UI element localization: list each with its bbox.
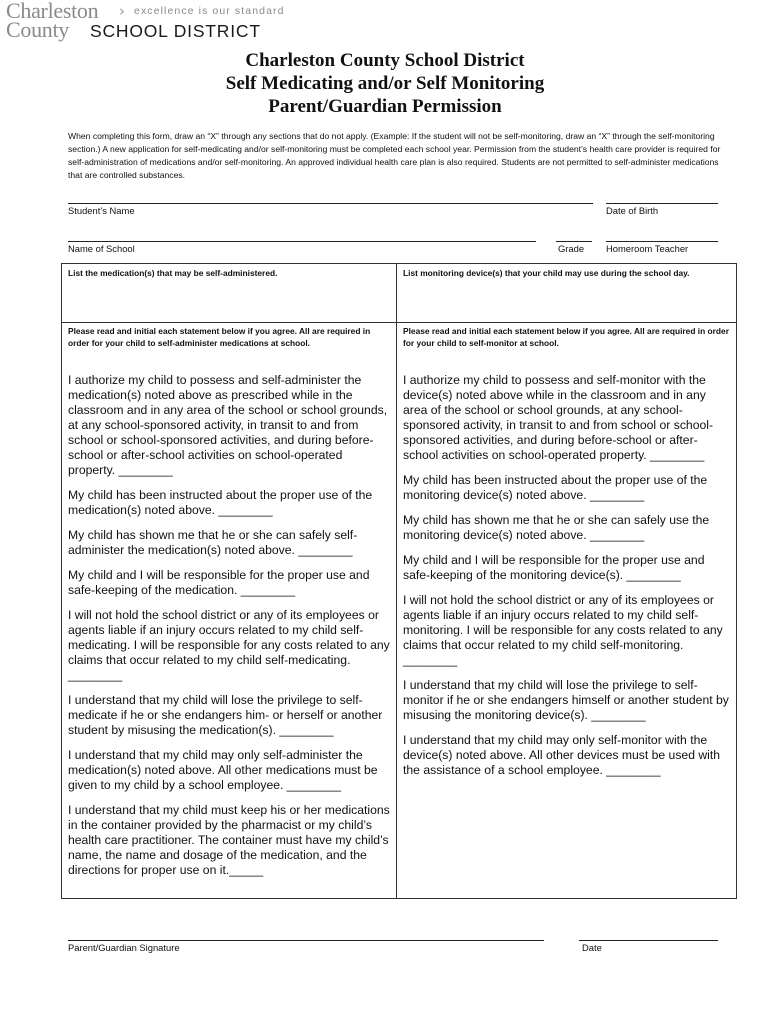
medication-statement-liability: I will not hold the school district or any of its employees or agents liable if an injury occurs related to my child self-medicating. I will be responsible for any costs related to any claims that occur related to my child self-medicating. — [68, 608, 390, 667]
instructions-paragraph: When completing this form, draw an “X” through any sections that do not apply. (Example: If the student will not be self-monitoring, draw an “X” through the self-monitoring section.) A new application for self-medicating and/or self-monitoring must be completed each school year. Permission from the student’s health care provider is required for self-administration of medications and/or self-monitoring. An approved individual health care plan is also required. Students are not permitted to self-administer medications that are controlled substances. — [68, 131, 721, 180]
school-name-line[interactable] — [68, 241, 536, 242]
monitoring-agree-header: Please read and initial each statement below if you agree. All are required in order for your child to self-monitor at school. — [403, 326, 729, 348]
self-medicating-statements — [68, 373, 392, 888]
monitoring-statement-shown[interactable]: My child has shown me that he or she can safely use the monitoring device(s) noted above. ________ — [403, 513, 710, 542]
signature-date-line[interactable] — [579, 940, 718, 941]
self-monitoring-statements — [403, 373, 729, 788]
medication-list-header: List the medication(s) that may be self-administered. — [68, 268, 278, 278]
medication-statement-privilege[interactable]: I understand that my child will lose the privilege to self-medicate if he or she endangers him- or herself or another student by misusing the medication(s). ________ — [68, 693, 383, 737]
monitoring-statement-liability: I will not hold the school district or any of its employees or agents liable if an injury occurs related to my child self-monitoring. I will be responsible for any costs related to any claims that occur related to my child self-monitoring. — [403, 593, 723, 652]
medication-agree-header: Please read and initial each statement below if you agree. All are required in order for your child to self-administer medications at school. — [68, 326, 371, 348]
medication-statement-responsible[interactable]: My child and I will be responsible for the proper use and safe-keeping of the medication. ________ — [68, 568, 370, 597]
monitoring-statement-only-noted[interactable]: I understand that my child may only self-monitor with the device(s) noted above. All other devices must be used with the assistance of a school employee. ________ — [403, 733, 721, 777]
grade-line[interactable] — [556, 241, 592, 242]
signature-line[interactable] — [68, 940, 544, 941]
title-line-3: Parent/Guardian Permission — [268, 96, 502, 117]
student-name-label: Student’s Name — [68, 205, 135, 216]
logo-county: County — [6, 17, 69, 42]
chevron-right-icon: › — [119, 2, 125, 20]
homeroom-teacher-line[interactable] — [606, 241, 718, 242]
title-line-1: Charleston County School District — [245, 50, 525, 71]
title-line-2: Self Medicating and/or Self Monitoring — [225, 73, 545, 94]
medication-statement-authorize[interactable]: I authorize my child to possess and self-administer the medication(s) noted above as prescribed while in the classroom and in any area of the school or school grounds, at any school-sponsored activity, in transit to and from school or school-sponsored activities, and during before-school or after-school activities on school-operated property. ________ — [68, 373, 388, 477]
medication-statement-container[interactable]: I understand that my child must keep his or her medications in the container provided by the pharmacist or my child’s health care practitioner. The container must have my child’s name, the name and dosage of the medication, and the directions for proper use on it._____ — [68, 803, 390, 877]
school-name-label: Name of School — [68, 243, 135, 254]
page-title — [0, 49, 770, 118]
monitoring-statement-privilege[interactable]: I understand that my child will lose the privilege to self-monitor if he or she endangers himself or another student by misusing the monitoring device(s). ________ — [403, 678, 729, 722]
table-column-divider — [396, 263, 397, 899]
signature-date-label: Date — [582, 942, 602, 953]
table-row-divider — [61, 322, 737, 323]
district-logo — [6, 0, 296, 44]
monitoring-statement-instructed[interactable]: My child has been instructed about the proper use of the monitoring device(s) noted above. ________ — [403, 473, 708, 502]
date-of-birth-label: Date of Birth — [606, 205, 659, 216]
device-list-header: List monitoring device(s) that your child may use during the school day. — [403, 268, 690, 278]
grade-label: Grade — [558, 243, 585, 254]
monitoring-liability-initial[interactable]: ________ — [403, 653, 458, 667]
date-of-birth-line[interactable] — [606, 203, 718, 204]
logo-tagline: excellence is our standard — [134, 5, 285, 17]
medication-statement-shown[interactable]: My child has shown me that he or she can safely self-administer the medication(s) noted above. ________ — [68, 528, 358, 557]
monitoring-statement-authorize[interactable]: I authorize my child to possess and self-monitor with the device(s) noted above while in the classroom and in any area of the school or school grounds, at any school-sponsored activity, in transit to and from school or school-sponsored activities, and during before-school or after-school activities on school-operated property. ________ — [403, 373, 714, 462]
homeroom-teacher-label: Homeroom Teacher — [606, 243, 689, 254]
logo-school-district: SCHOOL DISTRICT — [90, 21, 261, 41]
student-name-line[interactable] — [68, 203, 593, 204]
medication-statement-instructed[interactable]: My child has been instructed about the proper use of the medication(s) noted above. ________ — [68, 488, 373, 517]
medication-statement-only-noted[interactable]: I understand that my child may only self-administer the medication(s) noted above. All other medications must be given to my child by a school employee. ________ — [68, 748, 378, 792]
logo-charleston: Charleston — [6, 0, 99, 23]
signature-label: Parent/Guardian Signature — [68, 942, 180, 953]
medication-liability-initial[interactable]: ________ — [68, 668, 123, 682]
monitoring-statement-responsible[interactable]: My child and I will be responsible for the proper use and safe-keeping of the monitoring device(s). ________ — [403, 553, 705, 582]
